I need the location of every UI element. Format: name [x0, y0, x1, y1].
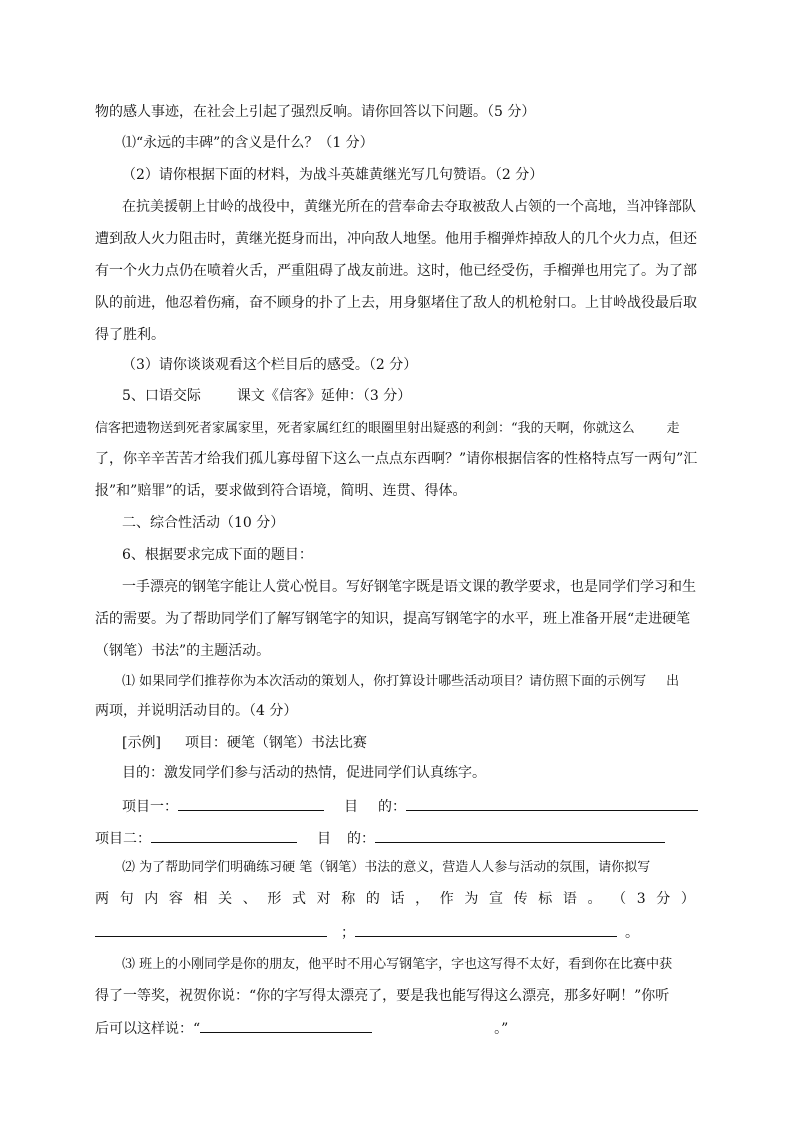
question-6-1-text: ⑴ 如果同学们推荐你为本次活动的策划人，你打算设计哪些活动项目？请仿照下面的示例写	[122, 674, 647, 689]
project-two-row	[95, 828, 665, 848]
slogan-row	[95, 922, 639, 942]
project-two-purpose-label-b: 的：	[347, 831, 375, 847]
question-6-2: ⑵ 为了帮助同学们明确练习硬 笔（钢笔）书法的意义，营造人人参与活动的氛围，请你拟写	[122, 860, 651, 875]
spaced-char: 容	[168, 891, 183, 907]
project-one-purpose-input[interactable]	[406, 796, 698, 811]
question-6-1-cont: 两项，并说明活动目的。（4 分）	[95, 703, 298, 719]
spaced-char: ，	[415, 891, 430, 907]
spaced-char: 分	[656, 891, 671, 907]
spaced-char: （	[612, 891, 627, 907]
spaced-char: 内	[144, 891, 159, 907]
activity-intro-3: （钢笔）书法”的主题活动。	[95, 643, 271, 659]
activity-intro-2: 活的需要。为了帮助同学们了解写钢笔字的知识，提高写钢笔字的水平，班上准备开展“走进硬笔	[95, 611, 691, 627]
spaced-char: 3	[636, 891, 646, 907]
question-6-3-cont: 得了一等奖，祝贺你说：“你的字写得太漂亮了，要是我也能写得这么漂亮，那多好啊！”你听	[95, 988, 670, 1004]
spaced-char: 为	[464, 891, 479, 907]
project-one-input[interactable]	[178, 796, 324, 811]
spaced-char: 宣	[489, 891, 503, 907]
slogan-input-1[interactable]	[95, 922, 327, 937]
reply-input[interactable]	[200, 1018, 372, 1033]
example-label: [示例]	[122, 735, 161, 751]
question-5-topic: 课文《信客》延伸：（3 分）	[236, 388, 412, 404]
example-purpose: 目的：激发同学们参与活动的热情，促进同学们认真练字。	[122, 765, 486, 781]
material-line-1: 在抗美援朝上甘岭的战役中，黄继光所在的营奉命去夺取被敌人占领的一个高地，当冲锋部队	[122, 199, 696, 215]
spaced-char: 式	[292, 891, 306, 907]
example-line	[122, 734, 367, 752]
spaced-char: 作	[439, 891, 454, 907]
reply-end: 。”	[494, 1021, 509, 1037]
spaced-char: 、	[242, 891, 257, 907]
reply-label: 后可以这样说：“	[95, 1021, 201, 1037]
spaced-char: 话	[390, 891, 405, 907]
project-one-purpose-label-b: 的：	[378, 799, 406, 815]
slogan-input-2[interactable]	[355, 922, 617, 937]
spaced-char: 对	[316, 891, 331, 907]
question-6-2-spaced	[95, 890, 695, 908]
spaced-char: 语	[562, 891, 577, 907]
spaced-char: 传	[513, 891, 528, 907]
project-two-purpose-label-a: 目	[317, 831, 331, 847]
spaced-char: 称	[341, 891, 356, 907]
project-one-row	[122, 796, 698, 816]
question-6-1-end: 出	[666, 674, 680, 689]
passage-line-3: 报”和”赔罪”的话，要求做到符合语境，简明、连贯、得体。	[95, 483, 467, 499]
material-line-5: 得了胜利。	[95, 327, 165, 343]
spaced-char: 。	[587, 891, 602, 907]
project-one-label: 项目一：	[122, 799, 178, 815]
project-one-purpose-label-a: 目	[344, 799, 358, 815]
passage-line-1-text: 信客把遗物送到死者家属家里，死者家属红红的眼圈里射出疑惑的利剑：“我的天啊，你就这么	[95, 421, 635, 436]
spaced-char: 相	[193, 891, 208, 907]
material-line-4: 队的前进，他忍着伤痛，奋不顾身的扑了上去，用身躯堵住了敌人的机枪射口。上甘岭战役最后取	[95, 295, 697, 311]
question-4-3: （3）请你谈谈观看这个栏目后的感受。（2 分）	[122, 357, 418, 373]
spaced-char: 两	[95, 891, 109, 907]
project-two-purpose-input[interactable]	[375, 828, 665, 843]
slogan-separator: ；	[341, 925, 355, 941]
project-two-input[interactable]	[151, 828, 297, 843]
section-2-heading: 二、综合性活动（10 分）	[122, 515, 285, 531]
passage-line-1	[95, 420, 680, 438]
passage-line-2: 了，你辛辛苦苦才给我们孤儿寡母留下这么一点点东西啊？”请你根据信客的性格特点写一两句”汇	[95, 451, 698, 467]
question-4-2: （2）请你根据下面的材料，为战斗英雄黄继光写几句赞语。（2 分）	[122, 167, 544, 183]
question-6-3: ⑶ 班上的小刚同学是你的朋友，他平时不用心写钢笔字，字也这写得不太好，看到你在比赛中获	[122, 957, 673, 972]
spaced-char: 句	[119, 891, 134, 907]
slogan-end: 。	[625, 925, 639, 941]
project-two-label: 项目二：	[95, 831, 151, 847]
example-project: 项目：硬笔（钢笔）书法比赛	[184, 735, 367, 751]
question-5-heading	[122, 387, 411, 405]
spaced-char: 形	[267, 891, 282, 907]
material-line-2: 遭到敌人火力阻击时，黄继光挺身而出，冲向敌人地堡。他用手榴弹炸掉敌人的几个火力点，但还	[95, 231, 697, 247]
spaced-char: ）	[680, 891, 695, 907]
spaced-char: 的	[365, 891, 380, 907]
activity-intro-1: 一手漂亮的钢笔字能让人赏心悦目。写好钢笔字既是语文课的教学要求，也是同学们学习和生	[122, 579, 696, 595]
passage-line-1-end: 走	[666, 421, 680, 436]
material-line-3: 有一个火力点仍在喷着火舌，严重阻碍了战友前进。这时，他已经受伤，手榴弹也用完了。为了部	[95, 263, 697, 279]
question-4-1: ⑴“永远的丰碑”的含义是什么？（1 分）	[122, 135, 374, 151]
spaced-char: 标	[538, 891, 553, 907]
intro-line: 物的感人事迹，在社会上引起了强烈反响。请你回答以下问题。（5 分）	[95, 104, 536, 120]
reply-row	[95, 1018, 508, 1038]
question-5-label: 5、口语交际	[122, 388, 201, 404]
question-6-heading: 6、根据要求完成下面的题目：	[122, 547, 313, 563]
spaced-char: 关	[218, 891, 233, 907]
question-6-1	[122, 673, 679, 691]
